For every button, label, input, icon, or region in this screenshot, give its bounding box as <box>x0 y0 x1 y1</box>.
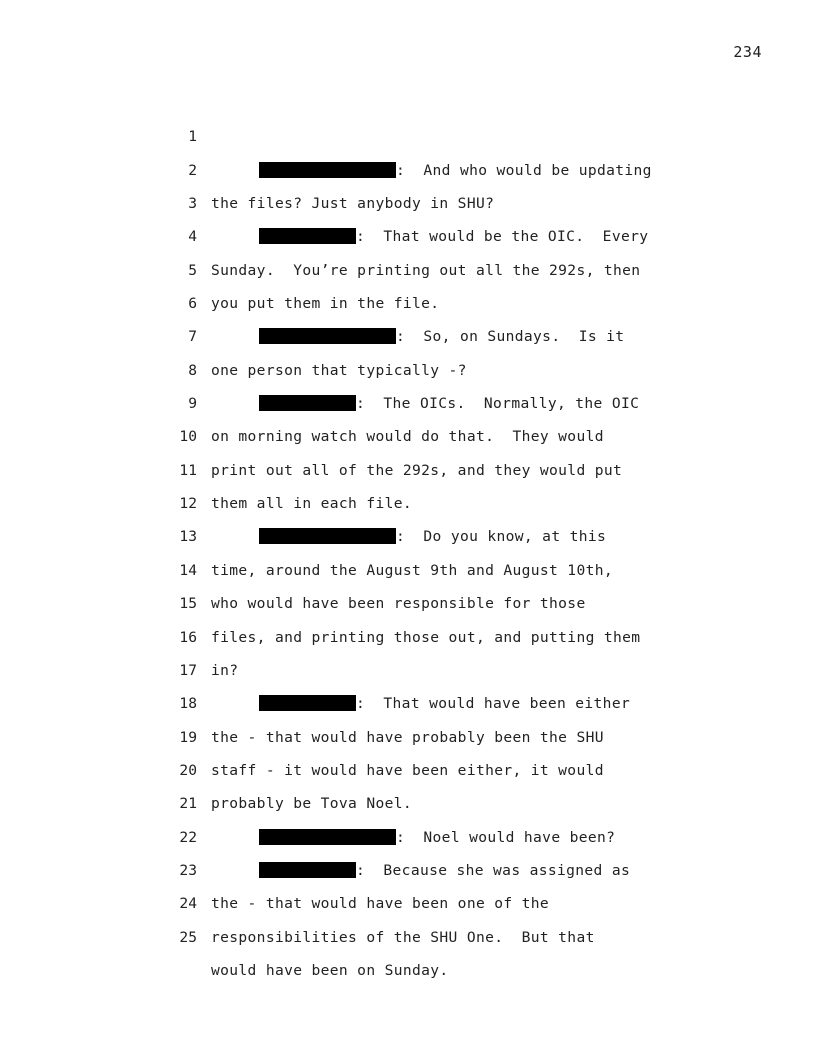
line-text: the - that would have been one of the <box>211 895 550 913</box>
line-number: 21 <box>179 795 197 813</box>
line-text: : Because she was assigned as <box>356 861 631 879</box>
line-text: the - that would have probably been the SHU <box>211 728 604 746</box>
line-text: probably be Tova Noel. <box>211 795 412 813</box>
line-number: 8 <box>188 361 197 379</box>
line-text: : That would have been either <box>356 695 631 713</box>
transcript-body <box>0 87 816 979</box>
line-text: time, around the August 9th and August 10th, <box>211 561 613 579</box>
line-number: 23 <box>179 861 197 879</box>
line-text: them all in each file. <box>211 495 412 513</box>
line-text: would have been on Sunday. <box>211 961 449 979</box>
line-number: 25 <box>179 928 197 946</box>
line-number: 3 <box>188 195 197 213</box>
line-number: 6 <box>188 295 197 313</box>
line-number: 9 <box>188 395 197 413</box>
line-number: 17 <box>179 661 197 679</box>
line-number: 4 <box>188 228 197 246</box>
line-number: 16 <box>179 628 197 646</box>
line-text: files, and printing those out, and putting them <box>211 628 641 646</box>
line-number: 24 <box>179 895 197 913</box>
line-number: 12 <box>179 495 197 513</box>
page-number: 234 <box>733 43 762 61</box>
line-text: who would have been responsible for those <box>211 595 586 613</box>
line-text: print out all of the 292s, and they would put <box>211 461 623 479</box>
transcript-line <box>0 87 816 179</box>
line-number: 19 <box>179 728 197 746</box>
line-number: 1 <box>188 128 197 146</box>
line-number: 10 <box>179 428 197 446</box>
line-number: 11 <box>179 461 197 479</box>
line-text: : So, on Sundays. Is it <box>396 328 625 346</box>
line-text: : Do you know, at this <box>396 528 607 546</box>
line-text: on morning watch would do that. They would <box>211 428 604 446</box>
line-text: in? <box>211 661 239 679</box>
line-number: 13 <box>179 528 197 546</box>
line-text: Sunday. You’re printing out all the 292s, then <box>211 261 641 279</box>
line-number: 5 <box>188 261 197 279</box>
line-number: 7 <box>188 328 197 346</box>
line-text: one person that typically -? <box>211 361 467 379</box>
line-number: 14 <box>179 561 197 579</box>
line-number: 15 <box>179 595 197 613</box>
line-text: staff - it would have been either, it would <box>211 761 604 779</box>
line-text: : That would be the OIC. Every <box>356 228 649 246</box>
line-text: : The OICs. Normally, the OIC <box>356 395 640 413</box>
line-number: 18 <box>179 695 197 713</box>
line-number: 2 <box>188 161 197 179</box>
line-text: the files? Just anybody in SHU? <box>211 195 495 213</box>
line-text: you put them in the file. <box>211 295 440 313</box>
line-text: : And who would be updating <box>396 161 652 179</box>
line-text: : Noel would have been? <box>396 828 616 846</box>
line-text: responsibilities of the SHU One. But that <box>211 928 595 946</box>
line-number: 20 <box>179 761 197 779</box>
line-number: 22 <box>179 828 197 846</box>
